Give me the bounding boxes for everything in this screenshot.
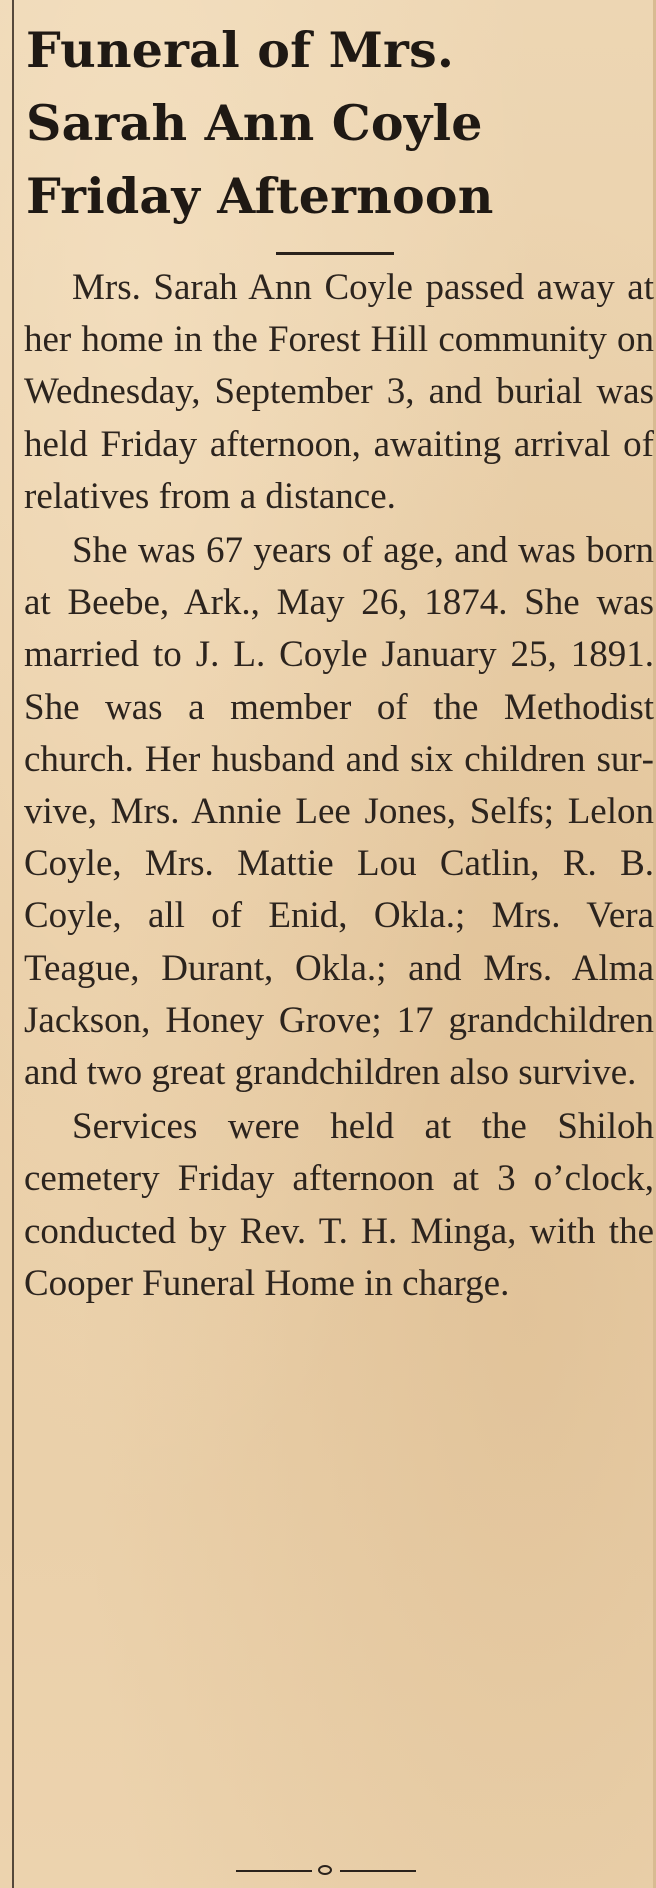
headline-line-2: Sarah Ann Coyle <box>26 94 483 152</box>
ornament-line-right <box>340 1870 416 1872</box>
paragraph-biography-survivors: She was 67 years of age, and was born at Beebe, Ark., May 26, 1874. She was married to J. L. Coyle January 25, 1891. She was a member of the Methodist church. Her husband and six children survive, Mrs. Annie Lee Jones, Selfs; Lelon Coyle, Mrs. Mattie Lou Catlin, R. B. Coyle, all of Enid, Okla.; Mrs. Vera Teague, Durant, Okla.; and Mrs. Alma Jackson, Honey Grove; 17 grandchildren and two great grandchildren also survive. <box>24 530 654 1094</box>
article-body <box>24 262 654 1312</box>
paragraph-death-notice: Mrs. Sarah Ann Coyle passed away at her home in the Forest Hill community on Wednesday, September 3, and burial was held Friday afternoon, awaiting arrival of relatives from a distance. <box>24 267 654 517</box>
headline <box>26 14 626 233</box>
headline-divider <box>276 252 394 255</box>
column-rule-left <box>12 0 14 1888</box>
headline-line-1: Funeral of Mrs. <box>26 21 455 79</box>
ornament-knot-icon <box>318 1865 332 1875</box>
headline-line-3: Friday Afternoon <box>26 167 494 225</box>
ornament-line-left <box>236 1870 312 1872</box>
end-of-article-ornament <box>236 1864 436 1878</box>
paragraph-services: Services were held at the Shiloh cemetery Friday afternoon at 3 o’clock, conducted by Rev. T. H. Minga, with the Cooper Funeral Home in charge. <box>24 1106 654 1304</box>
